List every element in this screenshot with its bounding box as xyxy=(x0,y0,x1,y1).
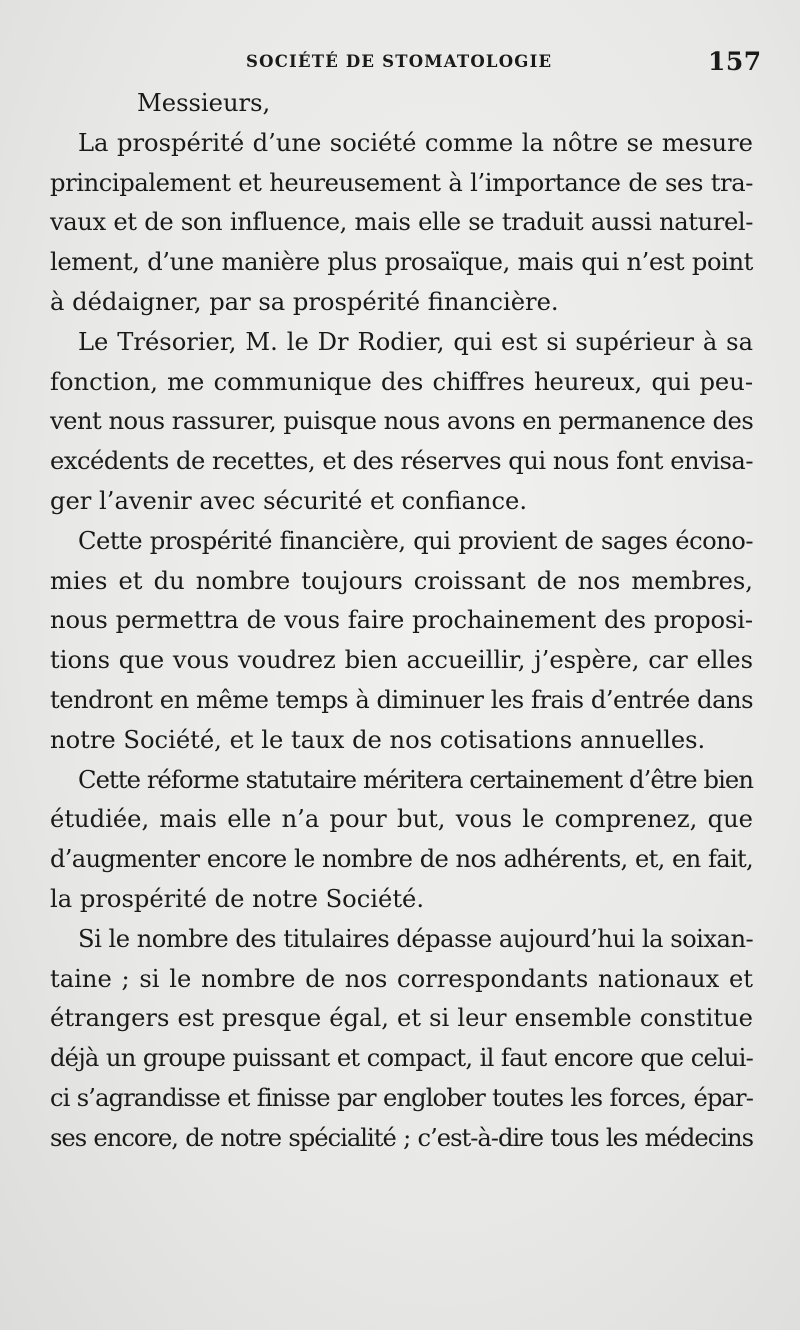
text-line: Si le nombre des titulaires dépasse aujourd’hui la soixan- xyxy=(78,924,754,953)
text-line: mies et du nombre toujours croissant de nos membres, xyxy=(50,566,753,595)
text-line: nous permettra de vous faire prochainement des proposi- xyxy=(50,606,753,635)
text-line: vaux et de son influence, mais elle se traduit aussi naturel- xyxy=(50,208,753,237)
text-line: ger l’avenir avec sécurité et confiance. xyxy=(50,486,528,515)
text-line: étudiée, mais elle n’a pour but, vous le comprenez, que xyxy=(50,805,753,834)
salutation: Messieurs, xyxy=(137,89,271,117)
page-number: 157 xyxy=(708,47,762,76)
text-line: ci s’agrandisse et finisse par englober toutes les forces, épar- xyxy=(50,1083,753,1112)
body-text xyxy=(50,84,753,1159)
text-line: lement, d’une manière plus prosaïque, mais qui n’est point xyxy=(50,248,753,277)
text-line: tendront en même temps à diminuer les frais d’entrée dans xyxy=(50,685,753,714)
running-head-title: SOCIÉTÉ DE STOMATOLOGIE xyxy=(246,52,553,71)
text-line: La prospérité d’une société comme la nôtre se mesure xyxy=(78,128,753,157)
text-line: ses encore, de notre spécialité ; c’est-à-dire tous les médecins xyxy=(50,1123,753,1152)
text-line: Cette prospérité financière, qui provient de sages écono- xyxy=(78,526,753,555)
text-line: excédents de recettes, et des réserves qui nous font envisa- xyxy=(50,447,753,476)
text-line: vent nous rassurer, puisque nous avons en permanence des xyxy=(50,407,754,436)
running-head xyxy=(0,47,800,77)
text-line: Le Trésorier, M. le Dr Rodier, qui est si supérieur à sa xyxy=(78,327,753,356)
text-line: d’augmenter encore le nombre de nos adhérents, et, en fait, xyxy=(50,845,753,874)
text-line: principalement et heureusement à l’importance de ses tra- xyxy=(50,168,753,197)
text-line: Cette réforme statutaire méritera certainement d’être bien xyxy=(78,765,753,794)
text-line: la prospérité de notre Société. xyxy=(50,884,425,913)
text-line: taine ; si le nombre de nos correspondants nationaux et xyxy=(50,964,753,993)
text-line: déjà un groupe puissant et compact, il faut encore que celui- xyxy=(50,1044,753,1073)
text-line: étrangers est presque égal, et si leur ensemble constitue xyxy=(50,1004,753,1033)
text-line: tions que vous voudrez bien accueillir, j’espère, car elles xyxy=(50,646,753,675)
text-line: à dédaigner, par sa prospérité financière. xyxy=(50,287,559,316)
text-line: fonction, me communique des chiffres heureux, qui peu- xyxy=(50,367,753,396)
text-line: notre Société, et le taux de nos cotisations annuelles. xyxy=(50,725,706,754)
